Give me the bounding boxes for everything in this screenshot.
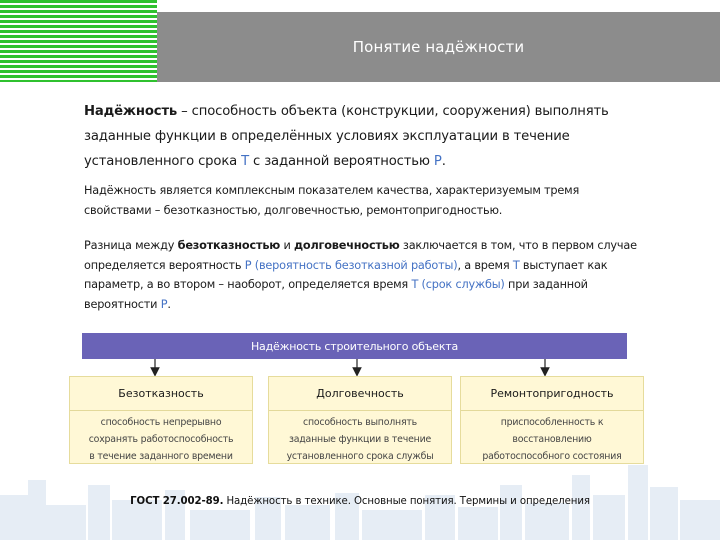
diff-service-life: Т (срок службы) [411,278,505,291]
diff-symbol-t: Т [512,258,520,272]
green-stripes-decoration [0,0,157,82]
gost-title: Надёжность в технике. Основные понятия. Термины и определения [223,496,590,507]
column-description [461,411,643,465]
column-line: восстановлению [512,434,592,445]
column-line: заданные функции в течение [288,434,432,445]
column-line: способность выполнять [302,417,418,428]
column-description [269,411,451,465]
column-line: сохранять работоспособность [88,434,234,445]
diff-text-6: при заданной вероятности [84,278,588,311]
gost-code: ГОСТ 27.002-89. [130,496,224,507]
diagram-root-label: Надёжность строительного объекта [250,339,459,353]
reference-footer [0,496,720,507]
definition-text-2: с заданной вероятностью [249,154,434,169]
definition-text: – способность объекта (конструкции, сооружения) выполнять заданные функции в определённых условиях эксплуатации в течение установленного срока [84,104,609,169]
column-durability [268,376,452,464]
column-title: Безотказность [70,377,252,411]
page-title: Понятие надёжности [352,38,525,56]
column-line: работоспособного состояния [482,451,622,462]
column-reliability [69,376,253,464]
column-description [70,411,252,465]
diff-bold-2: долговечностью [293,239,400,252]
column-maintainability [460,376,644,464]
column-line: установленного срока службы [286,451,434,462]
diagram-root [82,333,627,359]
diff-text-7: . [167,297,171,311]
difference-paragraph [84,236,644,314]
properties-paragraph [84,181,644,221]
title-bar [157,12,720,82]
column-title: Долговечность [269,377,451,411]
definition-end: . [441,154,446,169]
diff-symbol-p: Р [160,297,168,311]
diff-text-1: Разница между [84,239,178,252]
diff-text-4: , а время [457,258,513,272]
column-line: способность непрерывно [100,417,222,428]
column-line: в течение заданного времени [89,451,233,462]
column-title: Ремонтопригодность [461,377,643,411]
definition-term: Надёжность [84,104,178,119]
properties-text: Надёжность является комплексным показателем качества, характеризуемым тремя свойствами – безотказностью, долговечностью, ремонтопригодностью. [84,184,580,217]
symbol-p: Р [433,154,442,169]
diff-bold-1: безотказностью [177,239,281,252]
symbol-t: Т [241,154,250,169]
diff-text-5: выступает как параметр, а во втором – наоборот, определяется время [84,258,608,291]
diff-text-3: заключается в том, что в первом случае определяется вероятность [84,239,637,272]
diff-text-2: и [280,239,294,252]
column-line: приспособленность к [500,417,604,428]
definition-paragraph [84,99,644,174]
diff-probability: Р (вероятность безотказной работы) [244,258,458,272]
